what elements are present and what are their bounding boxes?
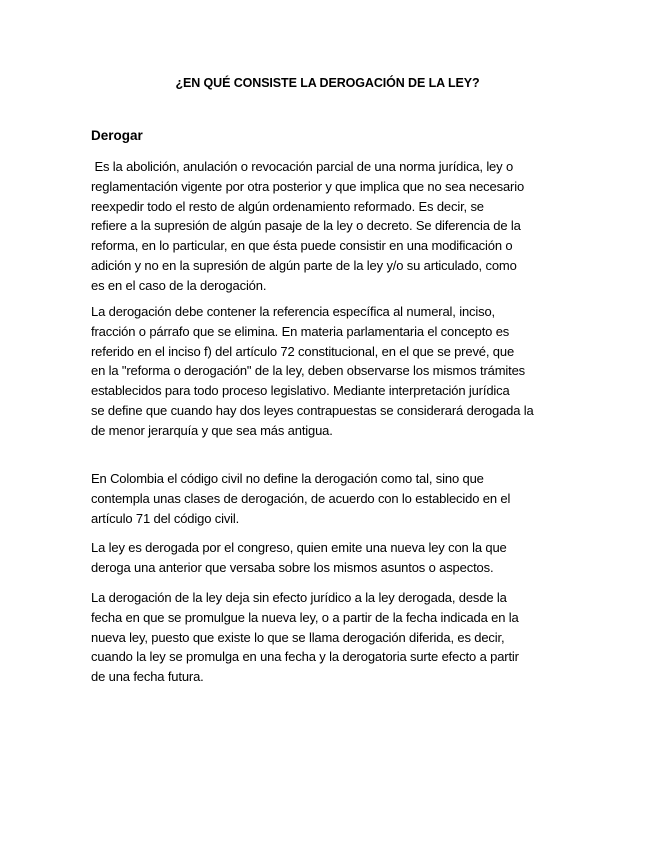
section-heading: Derogar	[91, 128, 143, 143]
text-line: establecidos para todo proceso legislativo. Mediante interpretación jurídica	[91, 383, 510, 399]
text-line: contempla unas clases de derogación, de acuerdo con lo establecido en el	[91, 490, 511, 506]
text-line: artículo 71 del código civil.	[91, 510, 240, 526]
text-line: Es la abolición, anulación o revocación parcial de una norma jurídica, ley o	[91, 159, 514, 174]
text-line: reexpedir todo el resto de algún ordenamiento reformado. Es decir, se	[91, 198, 484, 214]
text-line: fecha en que se promulgue la nueva ley, o a partir de la fecha indicada en la	[91, 609, 519, 625]
text-line: La derogación de la ley deja sin efecto jurídico a la ley derogada, desde la	[91, 590, 507, 605]
text-line: de menor jerarquía y que sea más antigua.	[91, 422, 333, 438]
text-line: deroga una anterior que versaba sobre los mismos asuntos o aspectos.	[91, 559, 494, 575]
paragraph-congress	[91, 538, 551, 578]
paragraph-effect	[91, 588, 551, 687]
text-line: fracción o párrafo que se elimina. En materia parlamentaria el concepto es	[91, 323, 510, 339]
paragraph-specific-reference	[91, 302, 551, 441]
text-line: en la "reforma o derogación" de la ley, deben observarse los mismos trámites	[91, 363, 526, 379]
text-line: reforma, en lo particular, en que ésta puede consistir en una modificación o	[91, 238, 513, 254]
text-line: La ley es derogada por el congreso, quien emite una nueva ley con la que	[91, 540, 507, 555]
text-line: de una fecha futura.	[91, 669, 204, 685]
text-line: cuando la ley se promulga en una fecha y la derogatoria surte efecto a partir	[91, 649, 519, 665]
paragraph-colombia	[91, 469, 551, 528]
text-line: La derogación debe contener la referencia específica al numeral, inciso,	[91, 304, 496, 319]
text-line: En Colombia el código civil no define la derogación como tal, sino que	[91, 471, 484, 486]
text-line: es en el caso de la derogación.	[91, 277, 267, 293]
page-title: ¿EN QUÉ CONSISTE LA DEROGACIÓN DE LA LEY?	[175, 76, 480, 90]
text-line: refiere a la supresión de algún pasaje de la ley o decreto. Se diferencia de la	[91, 218, 521, 234]
text-line: se define que cuando hay dos leyes contrapuestas se considerará derogada la	[91, 402, 534, 418]
text-line: adición y no en la supresión de algún parte de la ley y/o su articulado, como	[91, 257, 517, 273]
text-line: reglamentación vigente por otra posterior y que implica que no sea necesario	[91, 178, 525, 194]
text-line: nueva ley, puesto que existe lo que se llama derogación diferida, es decir,	[91, 629, 505, 645]
paragraph-definition	[91, 157, 551, 296]
text-line: referido en el inciso f) del artículo 72 constitucional, en el que se prevé, que	[91, 343, 515, 359]
